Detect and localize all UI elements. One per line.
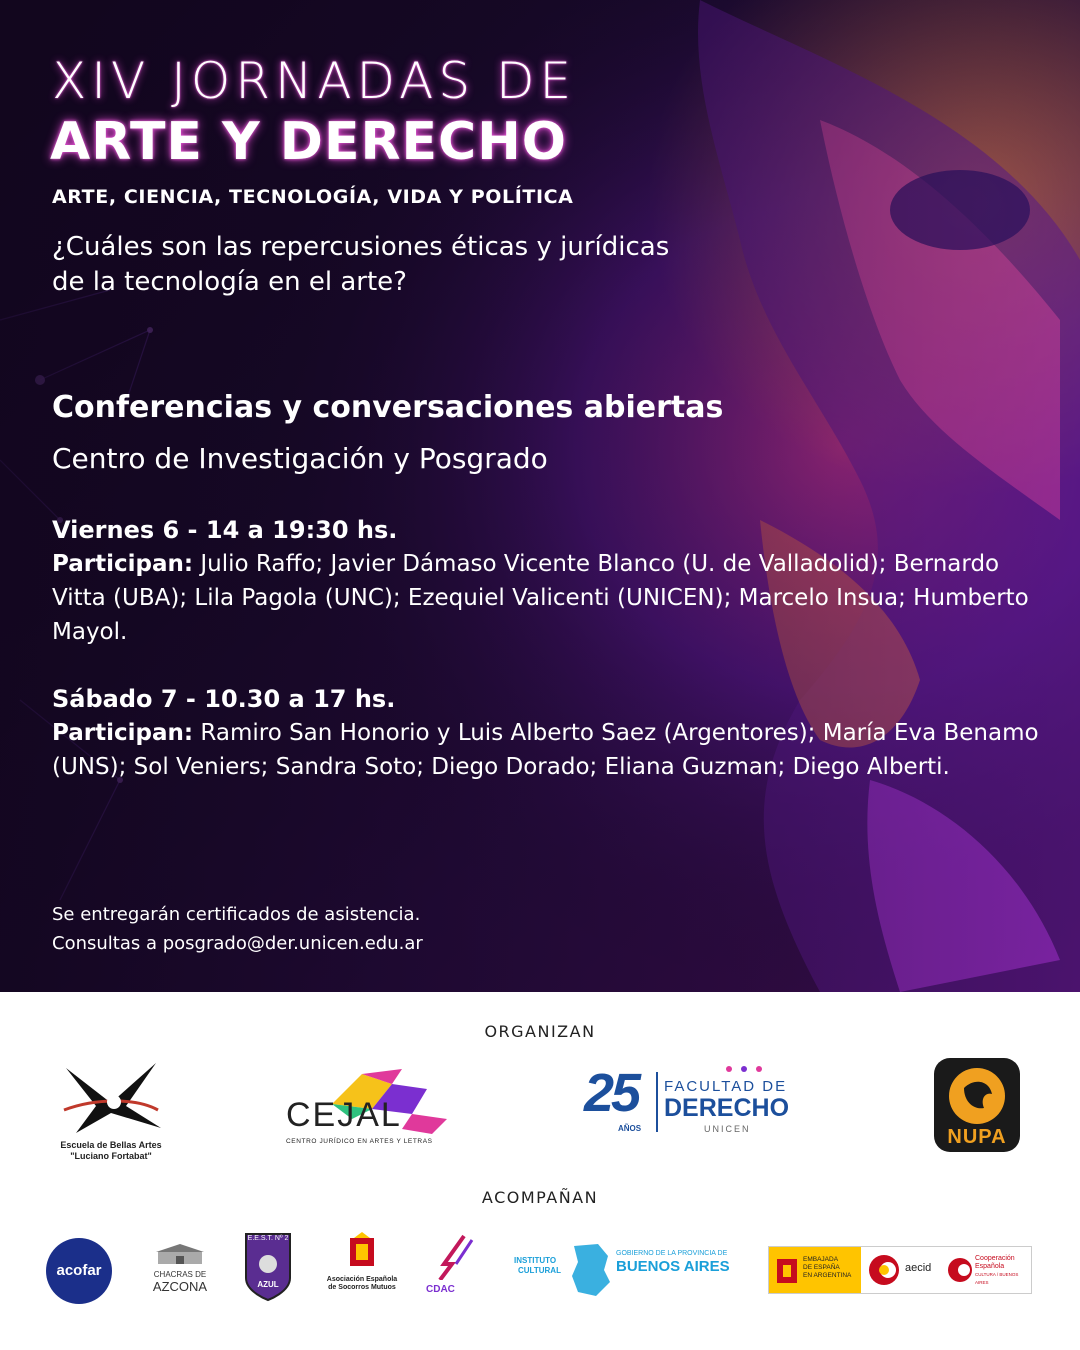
bellas-artes-name: Escuela de Bellas Artes: [60, 1140, 162, 1150]
event-venue: Centro de Investigación y Posgrado: [52, 442, 548, 475]
anniversary-years: AÑOS: [618, 1124, 642, 1133]
aecid-c-icon: [867, 1253, 901, 1287]
socorros-line2: de Socorros Mutuos: [328, 1284, 396, 1291]
sponsors-section: [0, 992, 1080, 1350]
title-line-2: ARTE Y DERECHO: [50, 112, 567, 172]
chacras-line1: CHACRAS DE: [153, 1270, 207, 1279]
faculty-line1: FACULTAD DE: [664, 1078, 788, 1095]
gobierno-line1: GOBIERNO DE LA PROVINCIA DE: [616, 1250, 728, 1257]
cdac-logo: [426, 1234, 482, 1300]
chacras-azcona-logo: [148, 1242, 212, 1302]
gobierno-buenos-aires-logo: [514, 1242, 734, 1298]
day-date: Viernes 6 - 14 a 19:30 hs.: [52, 516, 398, 544]
spain-cooperation-logos: [768, 1246, 1032, 1294]
certificates-note: Se entregarán certificados de asistencia.: [52, 904, 421, 925]
instituto-line1: INSTITUTO: [514, 1256, 557, 1265]
key-question: ¿Cuáles son las repercusiones éticas y jurídicas de la tecnología en el arte?: [52, 232, 670, 297]
bellas-artes-emblem-icon: [56, 1058, 166, 1136]
day-date: Sábado 7 - 10.30 a 17 hs.: [52, 685, 396, 713]
instituto-line2: CULTURAL: [518, 1266, 561, 1275]
house-icon: [148, 1242, 212, 1266]
bellas-artes-subname: "Luciano Fortabat": [70, 1151, 152, 1161]
facultad-derecho-logo: [584, 1062, 814, 1142]
participants-label: Participan:: [52, 551, 194, 577]
socorros-line1: Asociación Española: [326, 1276, 398, 1283]
organizers-title: ORGANIZAN: [484, 1022, 596, 1041]
embajada-line2: DE ESPAÑA: [803, 1264, 840, 1271]
chacras-line2: AZCONA: [152, 1279, 208, 1294]
socorros-mutuos-logo: [326, 1232, 398, 1302]
acofar-name: acofar: [56, 1262, 102, 1279]
aecid-logo: [867, 1253, 943, 1287]
eest-bottom-label: AZUL: [257, 1280, 279, 1289]
cdac-name: CDAC: [426, 1284, 455, 1295]
acofar-logo: [46, 1238, 112, 1304]
dots-icon: [724, 1064, 774, 1074]
event-title: Conferencias y conversaciones abiertas: [52, 390, 724, 425]
embajada-logo: [769, 1247, 861, 1293]
cdac-emblem-icon: [426, 1234, 482, 1280]
cooperacion-line3: CULTURA / BUENOS AIRES: [975, 1272, 1019, 1285]
anniversary-number: 25: [584, 1063, 639, 1123]
cooperacion-line2: Española: [975, 1263, 1005, 1270]
subtitle: ARTE, CIENCIA, TECNOLOGÍA, VIDA Y POLÍTICA: [52, 186, 574, 208]
province-map-icon: [568, 1242, 612, 1298]
cooperacion-logo: [947, 1253, 1031, 1287]
embajada-line1: EMBAJADA: [803, 1256, 839, 1263]
embajada-line3: EN ARGENTINA: [803, 1272, 852, 1279]
divider: [656, 1072, 658, 1132]
participants-text: [52, 716, 1052, 784]
spain-crest-icon: [775, 1255, 799, 1285]
participants-list: Julio Raffo; Javier Dámaso Vicente Blanco (U. de Valladolid); Bernardo Vitta (UBA); Lila Pagola (UNC); Ezequiel Valicenti (UNICEN); Marcelo Insua; Humberto Mayol.: [52, 551, 1029, 645]
bellas-artes-logo: [56, 1058, 166, 1161]
day-friday-block: [52, 513, 1052, 649]
title-line-1: XIV JORNADAS DE: [52, 52, 577, 110]
nupa-name: NUPA: [947, 1126, 1007, 1148]
faculty-line3: UNICEN: [704, 1124, 751, 1134]
eest-top-label: E.E.S.T. Nº 2: [247, 1235, 289, 1242]
participants-text: [52, 547, 1052, 649]
faculty-line2: DERECHO: [664, 1094, 790, 1122]
cooperacion-line1: Cooperación: [975, 1255, 1015, 1262]
participants-label: Participan:: [52, 720, 194, 746]
eest-shield-icon: [244, 1232, 292, 1302]
cooperacion-c-icon: [947, 1253, 973, 1287]
day-saturday-block: [52, 682, 1052, 784]
nupa-logo: [934, 1058, 1020, 1152]
cejal-tagline: CENTRO JURÍDICO EN ARTES Y LETRAS: [286, 1138, 433, 1145]
aecid-name: aecid: [905, 1262, 932, 1274]
gobierno-line2: BUENOS AIRES: [616, 1258, 730, 1275]
cejal-logo: [282, 1064, 452, 1150]
supporters-title: ACOMPAÑAN: [481, 1188, 599, 1207]
spanish-crest-icon: [346, 1232, 378, 1272]
footer-info: [52, 900, 423, 958]
contact-email: Consultas a posgrado@der.unicen.edu.ar: [52, 933, 423, 954]
eest-shield-logo: [244, 1232, 292, 1302]
participants-list: Ramiro San Honorio y Luis Alberto Saez (Argentores); María Eva Benamo (UNS); Sol Veniers; Sandra Soto; Diego Dorado; Eliana Guzman; Diego Alberti.: [52, 720, 1039, 780]
cejal-name: CEJAL: [286, 1096, 402, 1134]
